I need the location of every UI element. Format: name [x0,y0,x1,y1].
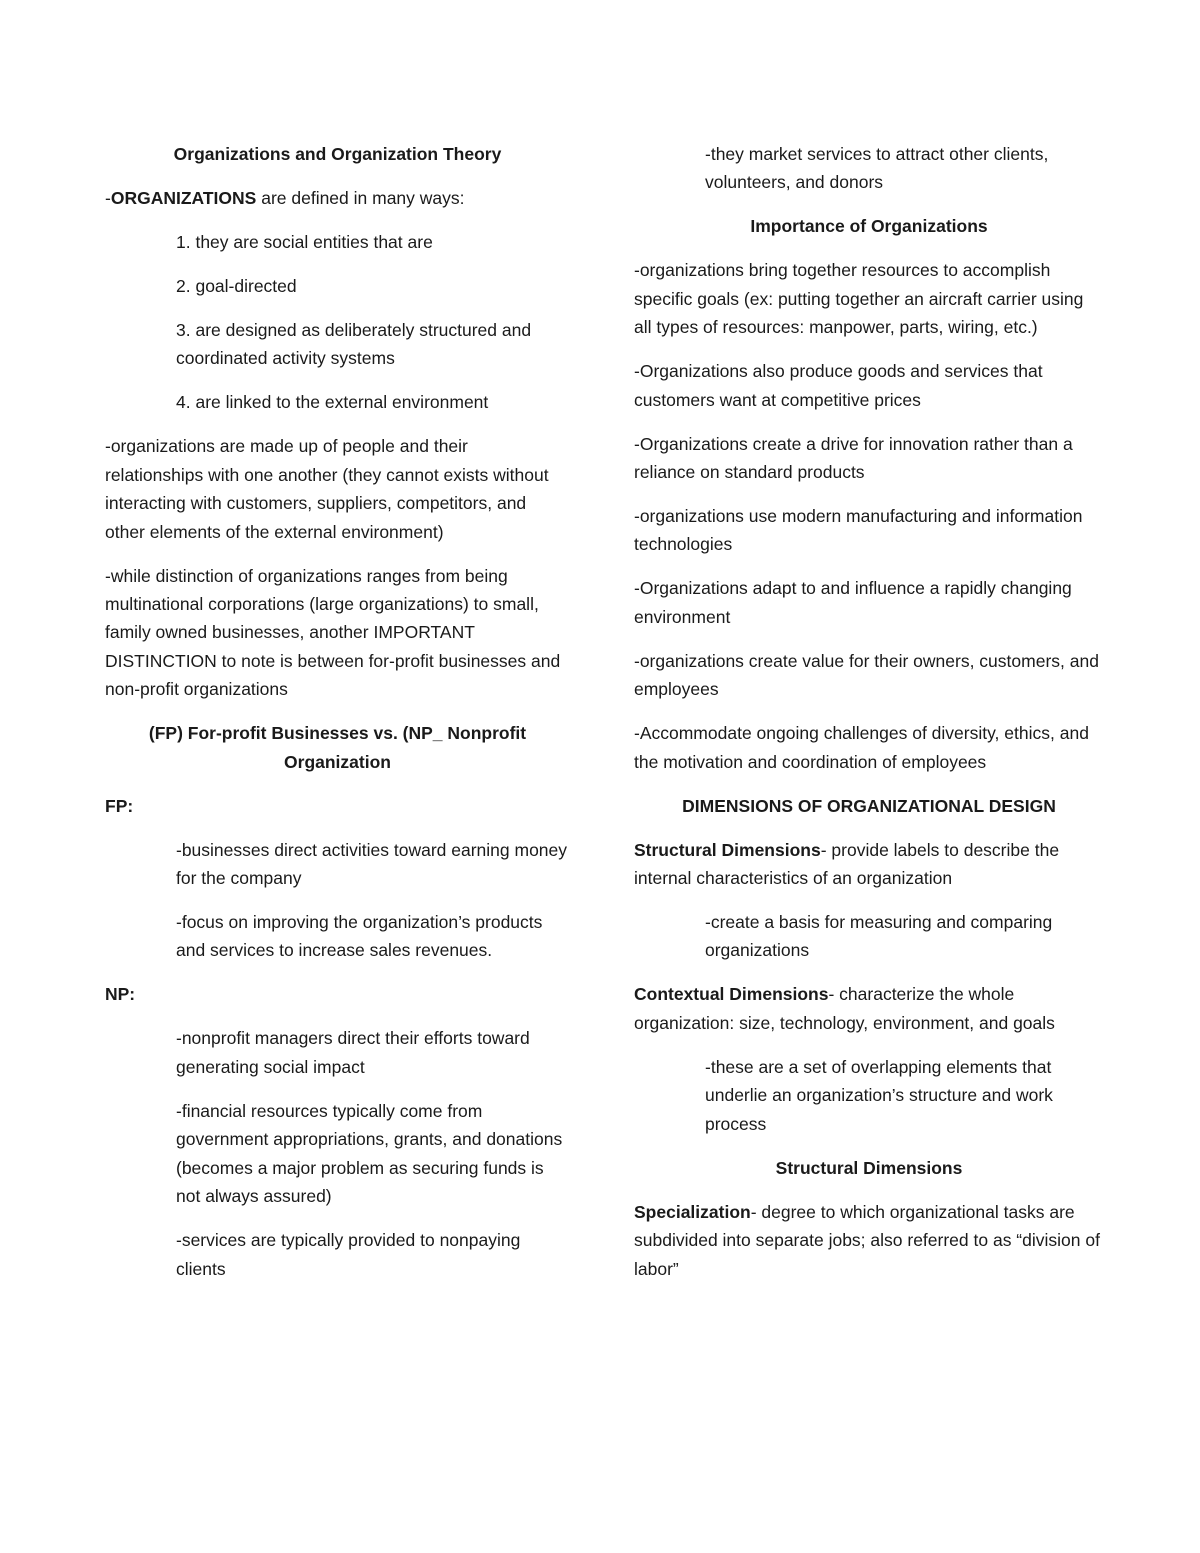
paragraph-distinction: -while distinction of organizations ranges from being multinational corporations (large organizations) to small, family owned businesses, another IMPORTANT DISTINCTION to note is between for-profit businesses and non-profit organizations [105,565,561,700]
fp-item: -focus on improving the organization’s products and services to increase sales revenues. [176,912,543,961]
definition-list-item: 2. goal-directed [176,276,297,296]
np-item: -financial resources typically come from government appropriations, grants, and donations (becomes a major problem as securing funds is not always assured) [176,1100,563,1207]
fp-label: FP: [105,795,134,816]
paragraph-people-relationships: -organizations are made up of people and their relationships with one another (they cannot exists without interacting with customers, suppliers, competitors, and other elements of the external environment) [105,436,549,542]
structural-dimensions-term: Structural Dimensions [634,839,821,860]
document-title: Organizations and Organization Theory [173,144,502,164]
specialization-definition [634,1198,1104,1283]
structural-sub-item: -create a basis for measuring and comparing organizations [705,912,1053,961]
importance-item: -Organizations adapt to and influence a rapidly changing environment [634,578,1072,627]
structural-dimensions-definition [634,836,1104,893]
importance-item: -Organizations create a drive for innovation rather than a reliance on standard products [634,433,1073,483]
importance-heading: Importance of Organizations [750,216,988,237]
np-label: NP: [105,984,136,1005]
definition-prefix: - [105,188,111,208]
structural-dimensions-heading: Structural Dimensions [775,1157,963,1178]
np-item: -nonprofit managers direct their efforts toward generating social impact [176,1028,530,1077]
contextual-dimensions-term: Contextual Dimensions [634,984,829,1005]
contextual-sub-item: -these are a set of overlapping elements that underlie an organization’s structure and work process [705,1056,1053,1134]
definition-list-item: 1. they are social entities that are [176,232,433,252]
specialization-term: Specialization [634,1201,751,1222]
fp-np-heading-line1: (FP) For-profit Businesses vs. (NP_ Nonprofit [148,723,527,744]
definition-list-item: 3. are designed as deliberately structured and coordinated activity systems [176,320,532,369]
fp-item: -businesses direct activities toward earning money for the company [176,839,568,889]
right-column [634,140,1104,1299]
definition-text: are defined in many ways: [256,188,465,208]
organizations-term: ORGANIZATIONS [110,188,257,208]
contextual-dimensions-text: - characterize the whole organization: size, technology, environment, and goals [634,984,1055,1033]
organizations-definition [105,184,570,212]
contextual-dimensions-definition [634,980,1104,1037]
importance-item: -Accommodate ongoing challenges of diversity, ethics, and the motivation and coordination of employees [634,723,1089,772]
fp-np-heading-line2: Organization [284,751,391,772]
importance-item: -Organizations also produce goods and services that customers want at competitive prices [634,361,1043,410]
importance-item: -organizations create value for their owners, customers, and employees [634,650,1099,700]
importance-item: -organizations bring together resources to accomplish specific goals (ex: putting together an aircraft carrier using all types of resources: manpower, parts, wiring, etc.) [634,260,1084,338]
left-column [105,140,570,1299]
np-item-continued: -they market services to attract other clients, volunteers, and donors [705,144,1049,193]
dimensions-heading: DIMENSIONS OF ORGANIZATIONAL DESIGN [682,795,1056,816]
structural-dimensions-text: - provide labels to describe the internal characteristics of an organization [634,839,1060,889]
np-item: -services are typically provided to nonpaying clients [176,1230,521,1279]
importance-item: -organizations use modern manufacturing and information technologies [634,506,1083,555]
definition-list-item: 4. are linked to the external environment [176,392,489,413]
specialization-text: - degree to which organizational tasks are subdivided into separate jobs; also referred to as “division of labor” [634,1201,1100,1279]
